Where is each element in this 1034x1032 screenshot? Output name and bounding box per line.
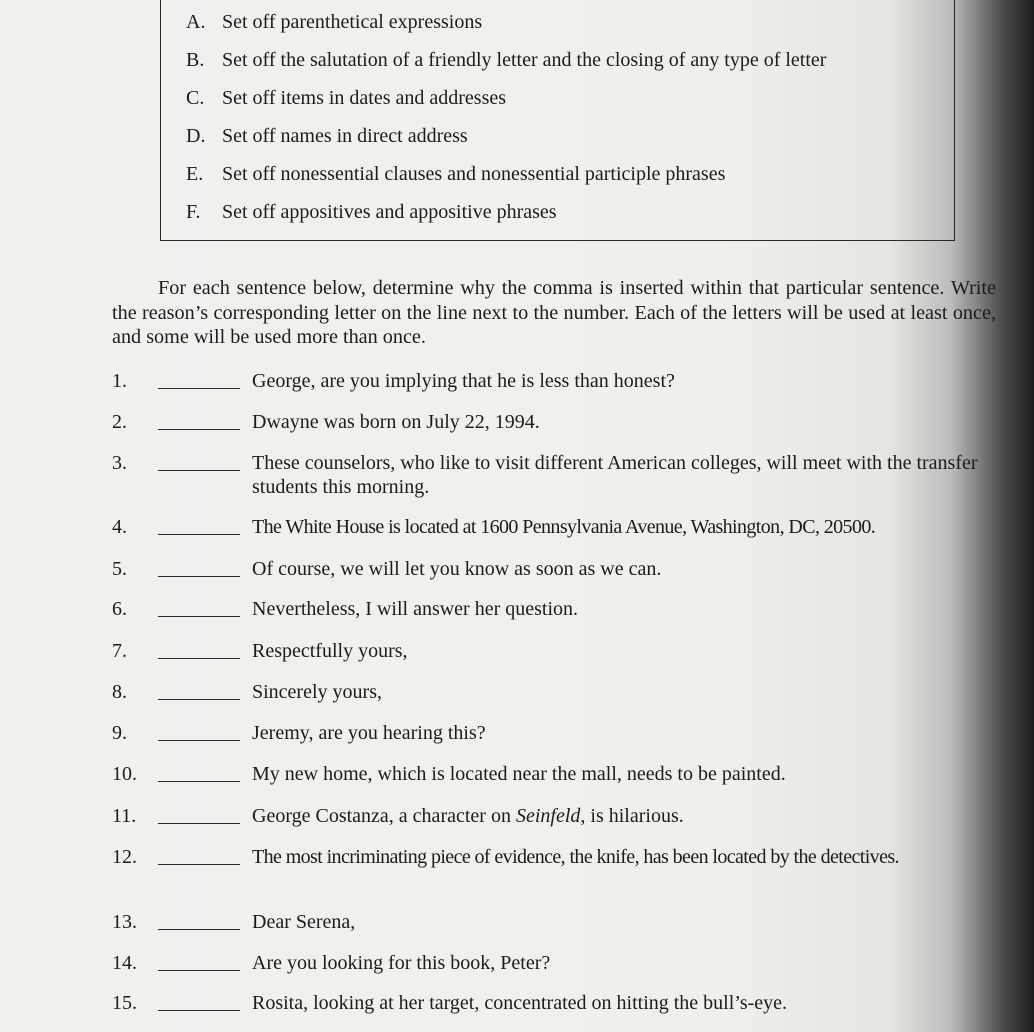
- answer-blank[interactable]: [158, 616, 240, 617]
- option-text: Set off nonessential clauses and nonessential participle phrases: [222, 163, 726, 185]
- item-sentence: My new home, which is located near the mall, needs to be painted.: [252, 763, 786, 785]
- answer-blank[interactable]: [158, 970, 240, 971]
- answer-blank[interactable]: [158, 699, 240, 700]
- answer-blank[interactable]: [158, 534, 240, 535]
- answer-blank[interactable]: [158, 864, 240, 865]
- item-sentence: These counselors, who like to visit different American colleges, will meet with the transfer students this morning.: [252, 452, 978, 498]
- item-sentence: Are you looking for this book, Peter?: [252, 952, 551, 974]
- item-number: 14.: [112, 952, 137, 974]
- item-number: 11.: [112, 805, 137, 827]
- item-number: 4.: [112, 516, 127, 538]
- sentence-start: George Costanza, a character on: [252, 805, 516, 827]
- item-number: 7.: [112, 640, 127, 662]
- item-number: 1.: [112, 370, 127, 392]
- answer-blank[interactable]: [158, 658, 240, 659]
- option-letter: C.: [186, 87, 205, 109]
- item-number: 2.: [112, 411, 127, 433]
- option-text: Set off names in direct address: [222, 125, 468, 147]
- answer-blank[interactable]: [158, 740, 240, 741]
- option-letter: F.: [186, 201, 201, 223]
- option-text: Set off parenthetical expressions: [222, 11, 483, 33]
- item-number: 9.: [112, 722, 127, 744]
- item-sentence: Sincerely yours,: [252, 681, 382, 703]
- option-c: [186, 86, 506, 110]
- item-sentence: The White House is located at 1600 Pennsylvania Avenue, Washington, DC, 20500.: [252, 516, 876, 538]
- option-letter: D.: [186, 125, 206, 147]
- item-sentence: Respectfully yours,: [252, 640, 408, 662]
- item-sentence: Dwayne was born on July 22, 1994.: [252, 411, 540, 433]
- option-text: Set off items in dates and addresses: [222, 87, 507, 109]
- answer-blank[interactable]: [158, 929, 240, 930]
- item-sentence: Nevertheless, I will answer her question.: [252, 598, 579, 620]
- answer-blank[interactable]: [158, 388, 240, 389]
- option-text: Set off the salutation of a friendly letter and the closing of any type of letter: [222, 49, 827, 71]
- item-number: 8.: [112, 681, 127, 703]
- answer-blank[interactable]: [158, 576, 240, 577]
- answer-blank[interactable]: [158, 1010, 240, 1011]
- instructions-paragraph: For each sentence below, determine why the comma is inserted within that particular sentence. Write the reason’s corresponding letter on the line next to the number. Each of the letters will be used at least once, and some will be used more than once.: [112, 277, 996, 348]
- answer-blank[interactable]: [158, 781, 240, 782]
- item-sentence: [252, 804, 992, 828]
- option-letter: A.: [186, 11, 206, 33]
- option-letter: E.: [186, 163, 204, 185]
- item-sentence: George, are you implying that he is less than honest?: [252, 370, 675, 392]
- item-sentence: Of course, we will let you know as soon as we can.: [252, 558, 662, 580]
- item-number: 10.: [112, 763, 137, 785]
- item-number: 6.: [112, 598, 127, 620]
- option-b: [186, 48, 826, 72]
- answer-blank[interactable]: [158, 429, 240, 430]
- item-sentence: The most incriminating piece of evidence, the knife, has been located by the detectives.: [252, 846, 899, 868]
- option-d: [186, 124, 468, 148]
- option-letter: B.: [186, 49, 205, 71]
- item-number: 12.: [112, 846, 137, 868]
- show-title: Seinfeld: [515, 805, 581, 827]
- option-text: Set off appositives and appositive phrases: [222, 201, 557, 223]
- sentence-end: , is hilarious.: [580, 805, 684, 827]
- option-f: [186, 200, 557, 224]
- item-number: 3.: [112, 452, 127, 474]
- item-number: 5.: [112, 558, 127, 580]
- item-sentence: Jeremy, are you hearing this?: [252, 722, 486, 744]
- item-sentence: Dear Serena,: [252, 911, 356, 933]
- item-sentence: Rosita, looking at her target, concentrated on hitting the bull’s-eye.: [252, 992, 788, 1014]
- option-e: [186, 162, 725, 186]
- item-number: 15.: [112, 992, 137, 1014]
- answer-blank[interactable]: [158, 470, 240, 471]
- option-a: [186, 10, 482, 34]
- answer-blank[interactable]: [158, 823, 240, 824]
- item-number: 13.: [112, 911, 137, 933]
